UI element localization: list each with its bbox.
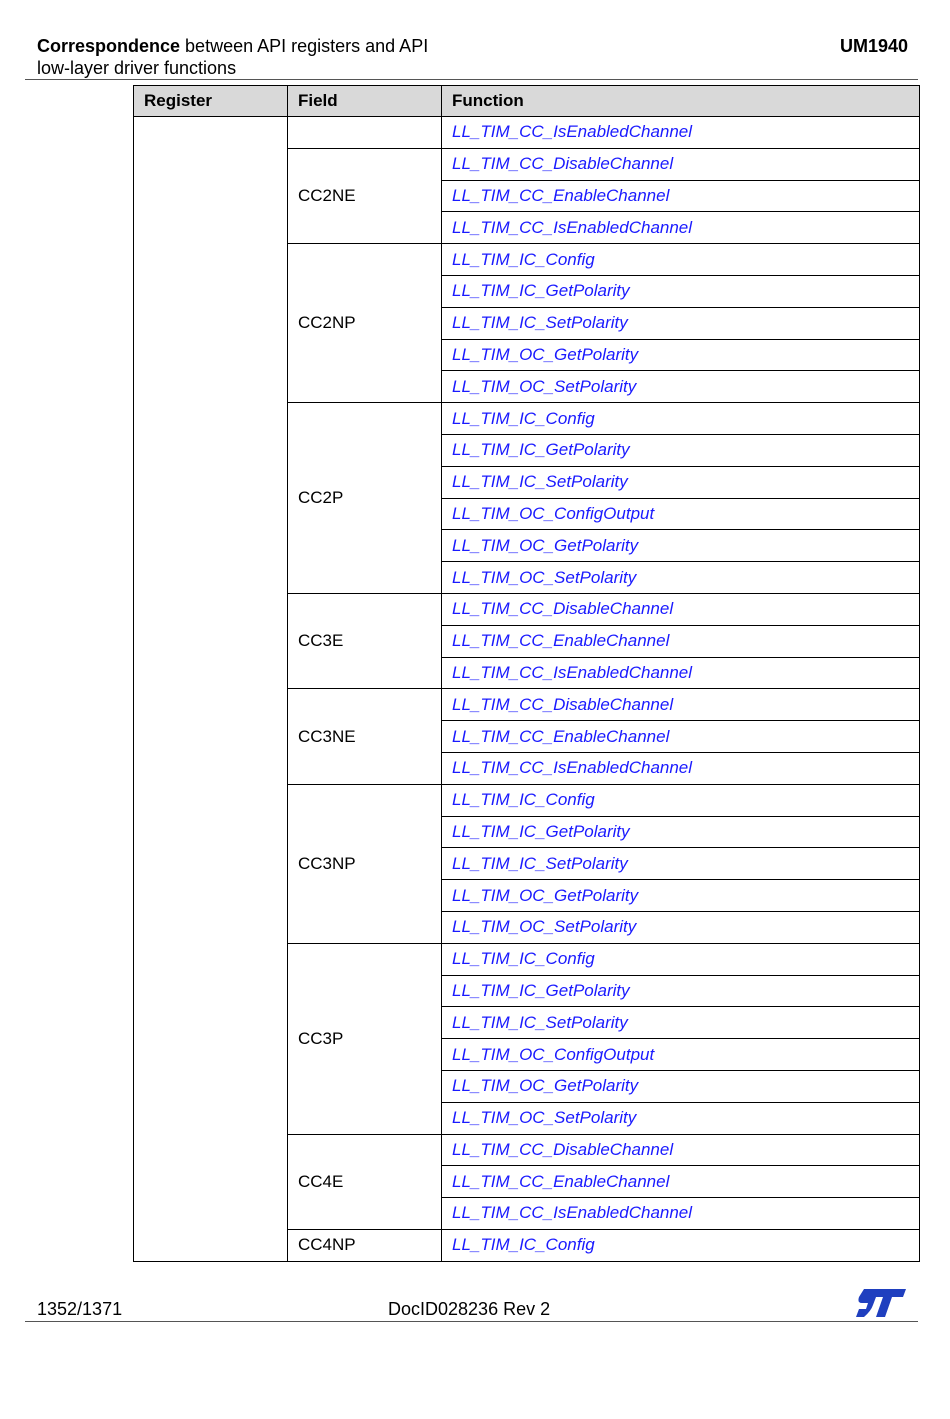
function-link[interactable]: LL_TIM_OC_ConfigOutput <box>442 498 920 530</box>
field-cell: CC3NP <box>288 784 442 943</box>
field-cell <box>288 117 442 149</box>
doc-id: DocID028236 Rev 2 <box>388 1299 551 1319</box>
register-cell <box>134 117 288 1262</box>
function-link[interactable]: LL_TIM_IC_Config <box>442 403 920 435</box>
column-header-register: Register <box>134 86 288 117</box>
header-doc-number: UM1940 <box>839 36 908 56</box>
footer-rule <box>25 1321 918 1322</box>
function-link[interactable]: LL_TIM_IC_Config <box>442 1229 920 1261</box>
function-link[interactable]: LL_TIM_IC_GetPolarity <box>442 816 920 848</box>
field-cell: CC4NP <box>288 1229 442 1261</box>
function-link[interactable]: LL_TIM_CC_EnableChannel <box>442 180 920 212</box>
field-cell: CC2NE <box>288 148 442 243</box>
function-link[interactable]: LL_TIM_IC_SetPolarity <box>442 848 920 880</box>
function-link[interactable]: LL_TIM_CC_DisableChannel <box>442 689 920 721</box>
column-header-function: Function <box>442 86 920 117</box>
function-link[interactable]: LL_TIM_CC_EnableChannel <box>442 721 920 753</box>
function-link[interactable]: LL_TIM_OC_GetPolarity <box>442 339 920 371</box>
function-link[interactable]: LL_TIM_CC_EnableChannel <box>442 625 920 657</box>
table-row <box>134 117 920 149</box>
column-header-field: Field <box>288 86 442 117</box>
function-link[interactable]: LL_TIM_CC_IsEnabledChannel <box>442 212 920 244</box>
header-title-rest: between API registers and API <box>180 36 429 56</box>
table-header-row <box>134 86 920 117</box>
function-link[interactable]: LL_TIM_OC_SetPolarity <box>442 371 920 403</box>
function-link[interactable]: LL_TIM_CC_DisableChannel <box>442 148 920 180</box>
function-link[interactable]: LL_TIM_OC_SetPolarity <box>442 1102 920 1134</box>
header-rule <box>25 79 918 80</box>
function-link[interactable]: LL_TIM_IC_SetPolarity <box>442 307 920 339</box>
page-number: 1352/1371 <box>37 1299 123 1319</box>
function-link[interactable]: LL_TIM_IC_Config <box>442 244 920 276</box>
function-link[interactable]: LL_TIM_OC_GetPolarity <box>442 1070 920 1102</box>
header-title-line2: low-layer driver functions <box>37 58 237 78</box>
function-link[interactable]: LL_TIM_IC_Config <box>442 943 920 975</box>
function-link[interactable]: LL_TIM_OC_SetPolarity <box>442 911 920 943</box>
function-link[interactable]: LL_TIM_IC_GetPolarity <box>442 434 920 466</box>
function-link[interactable]: LL_TIM_CC_EnableChannel <box>442 1166 920 1198</box>
register-function-table <box>133 85 920 1262</box>
function-link[interactable]: LL_TIM_OC_SetPolarity <box>442 562 920 594</box>
field-cell: CC3E <box>288 593 442 688</box>
function-link[interactable]: LL_TIM_IC_GetPolarity <box>442 275 920 307</box>
function-link[interactable]: LL_TIM_IC_SetPolarity <box>442 466 920 498</box>
st-logo-icon <box>854 1287 908 1319</box>
function-link[interactable]: LL_TIM_OC_ConfigOutput <box>442 1039 920 1071</box>
header-title-bold: Correspondence <box>37 36 181 56</box>
field-cell: CC2NP <box>288 244 442 403</box>
function-link[interactable]: LL_TIM_CC_IsEnabledChannel <box>442 117 920 149</box>
function-link[interactable]: LL_TIM_CC_IsEnabledChannel <box>442 1198 920 1230</box>
function-link[interactable]: LL_TIM_OC_GetPolarity <box>442 530 920 562</box>
field-cell: CC3P <box>288 943 442 1134</box>
function-link[interactable]: LL_TIM_IC_Config <box>442 784 920 816</box>
function-link[interactable]: LL_TIM_CC_IsEnabledChannel <box>442 657 920 689</box>
function-link[interactable]: LL_TIM_IC_GetPolarity <box>442 975 920 1007</box>
header-title <box>37 35 428 79</box>
field-cell: CC2P <box>288 403 442 594</box>
function-link[interactable]: LL_TIM_OC_GetPolarity <box>442 880 920 912</box>
field-cell: CC3NE <box>288 689 442 784</box>
function-link[interactable]: LL_TIM_CC_DisableChannel <box>442 1134 920 1166</box>
function-link[interactable]: LL_TIM_CC_IsEnabledChannel <box>442 752 920 784</box>
field-cell: CC4E <box>288 1134 442 1229</box>
function-link[interactable]: LL_TIM_CC_DisableChannel <box>442 593 920 625</box>
function-link[interactable]: LL_TIM_IC_SetPolarity <box>442 1007 920 1039</box>
